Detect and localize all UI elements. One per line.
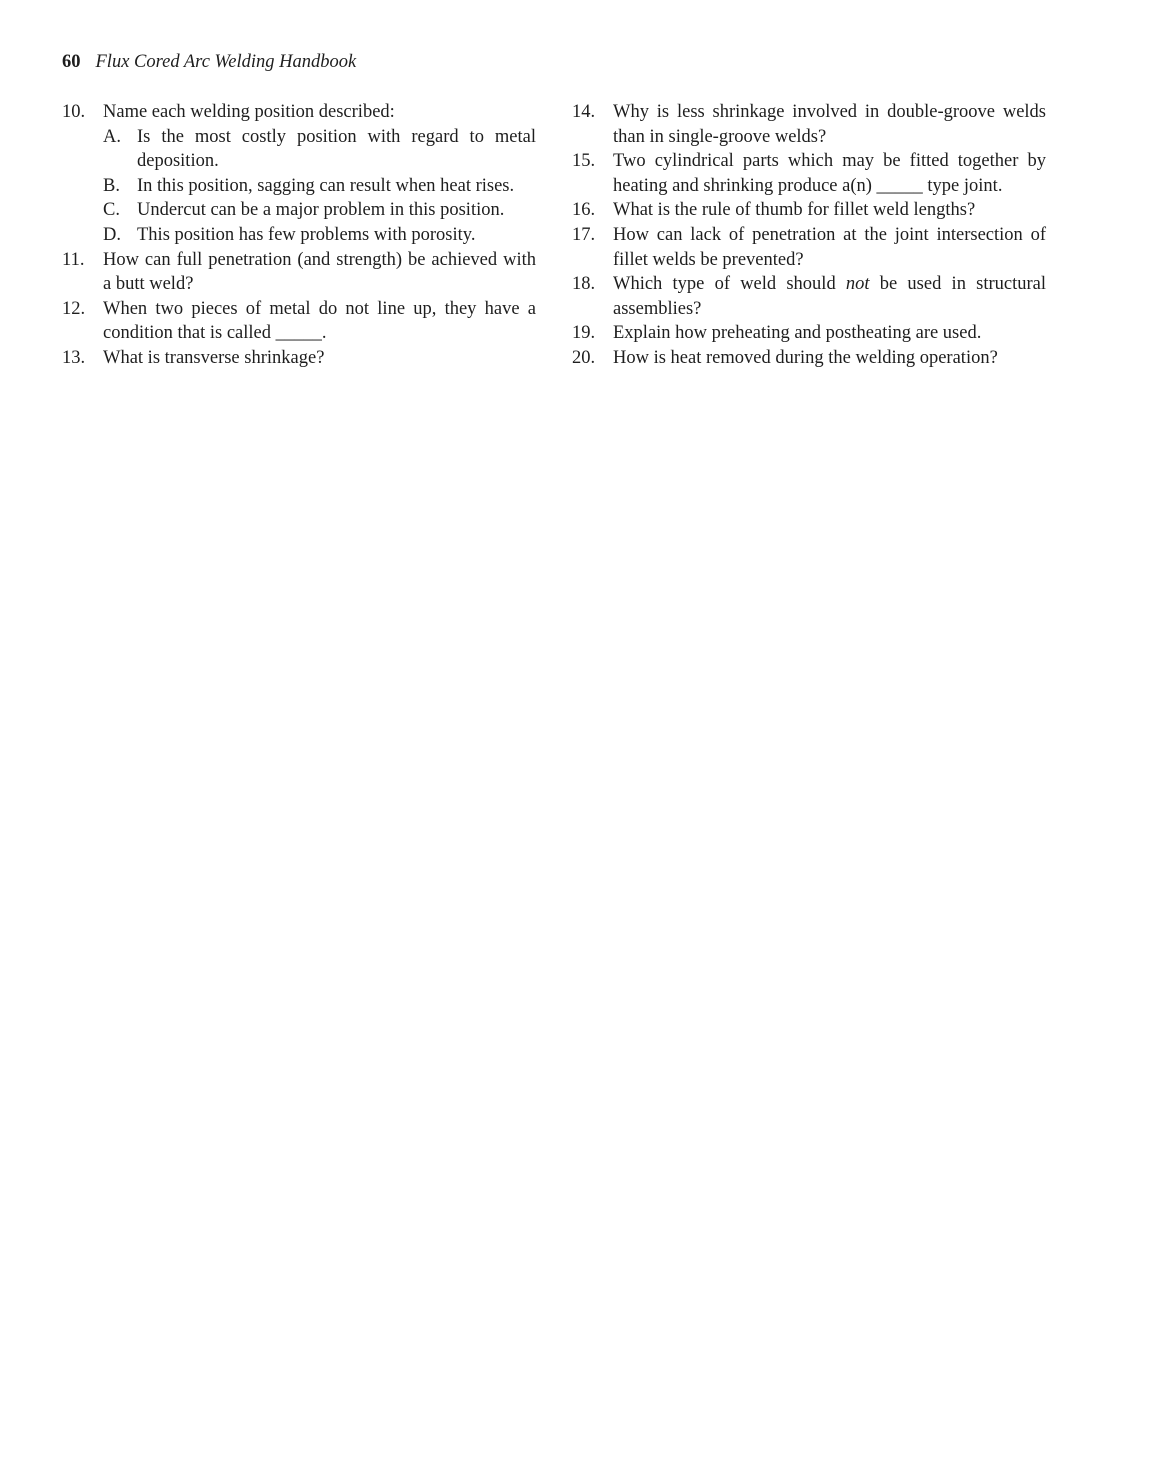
question-number: 19. [572,323,596,344]
question-number: 18. [572,274,596,295]
question-item [572,321,1046,346]
subitem-label: B. [103,175,120,196]
subitem-label: C. [103,200,120,221]
question-item [62,346,536,371]
subitem-text [137,198,536,223]
question-text-segment: Two cylindrical parts which may be fitted together by heating and shrinking produce a(n) _____ type joint. [613,151,1046,196]
question-body [613,198,1046,223]
question-text-segment: What is transverse shrinkage? [103,347,325,368]
two-column-layout [62,100,1046,371]
question-text [103,100,536,125]
subitem-label: D. [103,224,121,245]
question-text-segment: How is heat removed during the welding operation? [613,347,998,368]
question-text-segment: How can full penetration (and strength) be achieved with a butt weld? [103,249,536,295]
question-item [572,346,1046,371]
question-item [62,297,536,346]
question-number: 12. [62,298,86,319]
question-item [572,149,1046,198]
question-item [62,248,536,297]
question-body [613,272,1046,321]
question-item [572,272,1046,321]
question-number: 16. [572,200,596,221]
page-number: 60 [62,52,81,72]
question-text-segment: When two pieces of metal do not line up, they have a condition that is called _____. [103,298,536,344]
question-number: 13. [62,347,86,368]
right-column [572,100,1046,371]
question-body [103,297,536,346]
question-text-segment: What is the rule of thumb for fillet weld lengths? [613,200,976,221]
question-subitem [103,223,536,248]
question-text-segment: Explain how preheating and postheating are used. [613,323,982,344]
page-header [62,50,1046,74]
question-text [103,346,536,371]
question-text-segment: Why is less shrinkage involved in double-groove welds than in single-groove welds? [613,102,1046,147]
question-text [103,297,536,346]
question-number: 17. [572,224,596,245]
question-text-segment: Which type of weld should [613,274,846,295]
question-subitem [103,125,536,174]
question-number: 10. [62,102,86,122]
question-body [103,100,536,248]
question-subitem [103,198,536,223]
question-text-segment: be used in structural assemblies? [613,274,1047,319]
question-text-italic-segment: not [845,274,870,295]
question-text [613,346,1046,371]
question-text [613,223,1046,272]
question-text-segment: In this position, sagging can result when heat rises. [137,175,515,196]
subitem-text [137,174,536,199]
subitem-text [137,223,536,248]
question-subitem [103,174,536,199]
question-body [613,346,1046,371]
question-text [613,321,1046,346]
question-body [613,223,1046,272]
question-number: 14. [572,102,596,122]
question-body [103,346,536,371]
question-text-segment: Name each welding position described: [103,102,395,122]
question-text-segment: This position has few problems with porosity. [137,224,476,245]
question-text [613,149,1046,198]
question-body [613,321,1046,346]
left-column [62,100,536,371]
question-text [613,198,1046,223]
subitem-label: A. [103,126,121,147]
question-text [613,272,1046,321]
question-number: 15. [572,151,596,172]
question-text-segment: Is the most costly position with regard to metal deposition. [137,126,536,172]
question-item [572,198,1046,223]
question-text [613,100,1046,149]
question-number: 20. [572,347,596,368]
question-body [103,248,536,297]
question-body [613,100,1046,149]
question-text-segment: Undercut can be a major problem in this position. [137,200,505,221]
question-text-segment: How can lack of penetration at the joint intersection of fillet welds be prevented? [613,224,1046,270]
question-text [103,248,536,297]
question-number: 11. [62,249,85,270]
question-item [572,100,1046,149]
question-item [572,223,1046,272]
question-item [62,100,536,248]
book-title: Flux Cored Arc Welding Handbook [95,52,357,72]
question-body [613,149,1046,198]
subitem-text [137,125,536,174]
